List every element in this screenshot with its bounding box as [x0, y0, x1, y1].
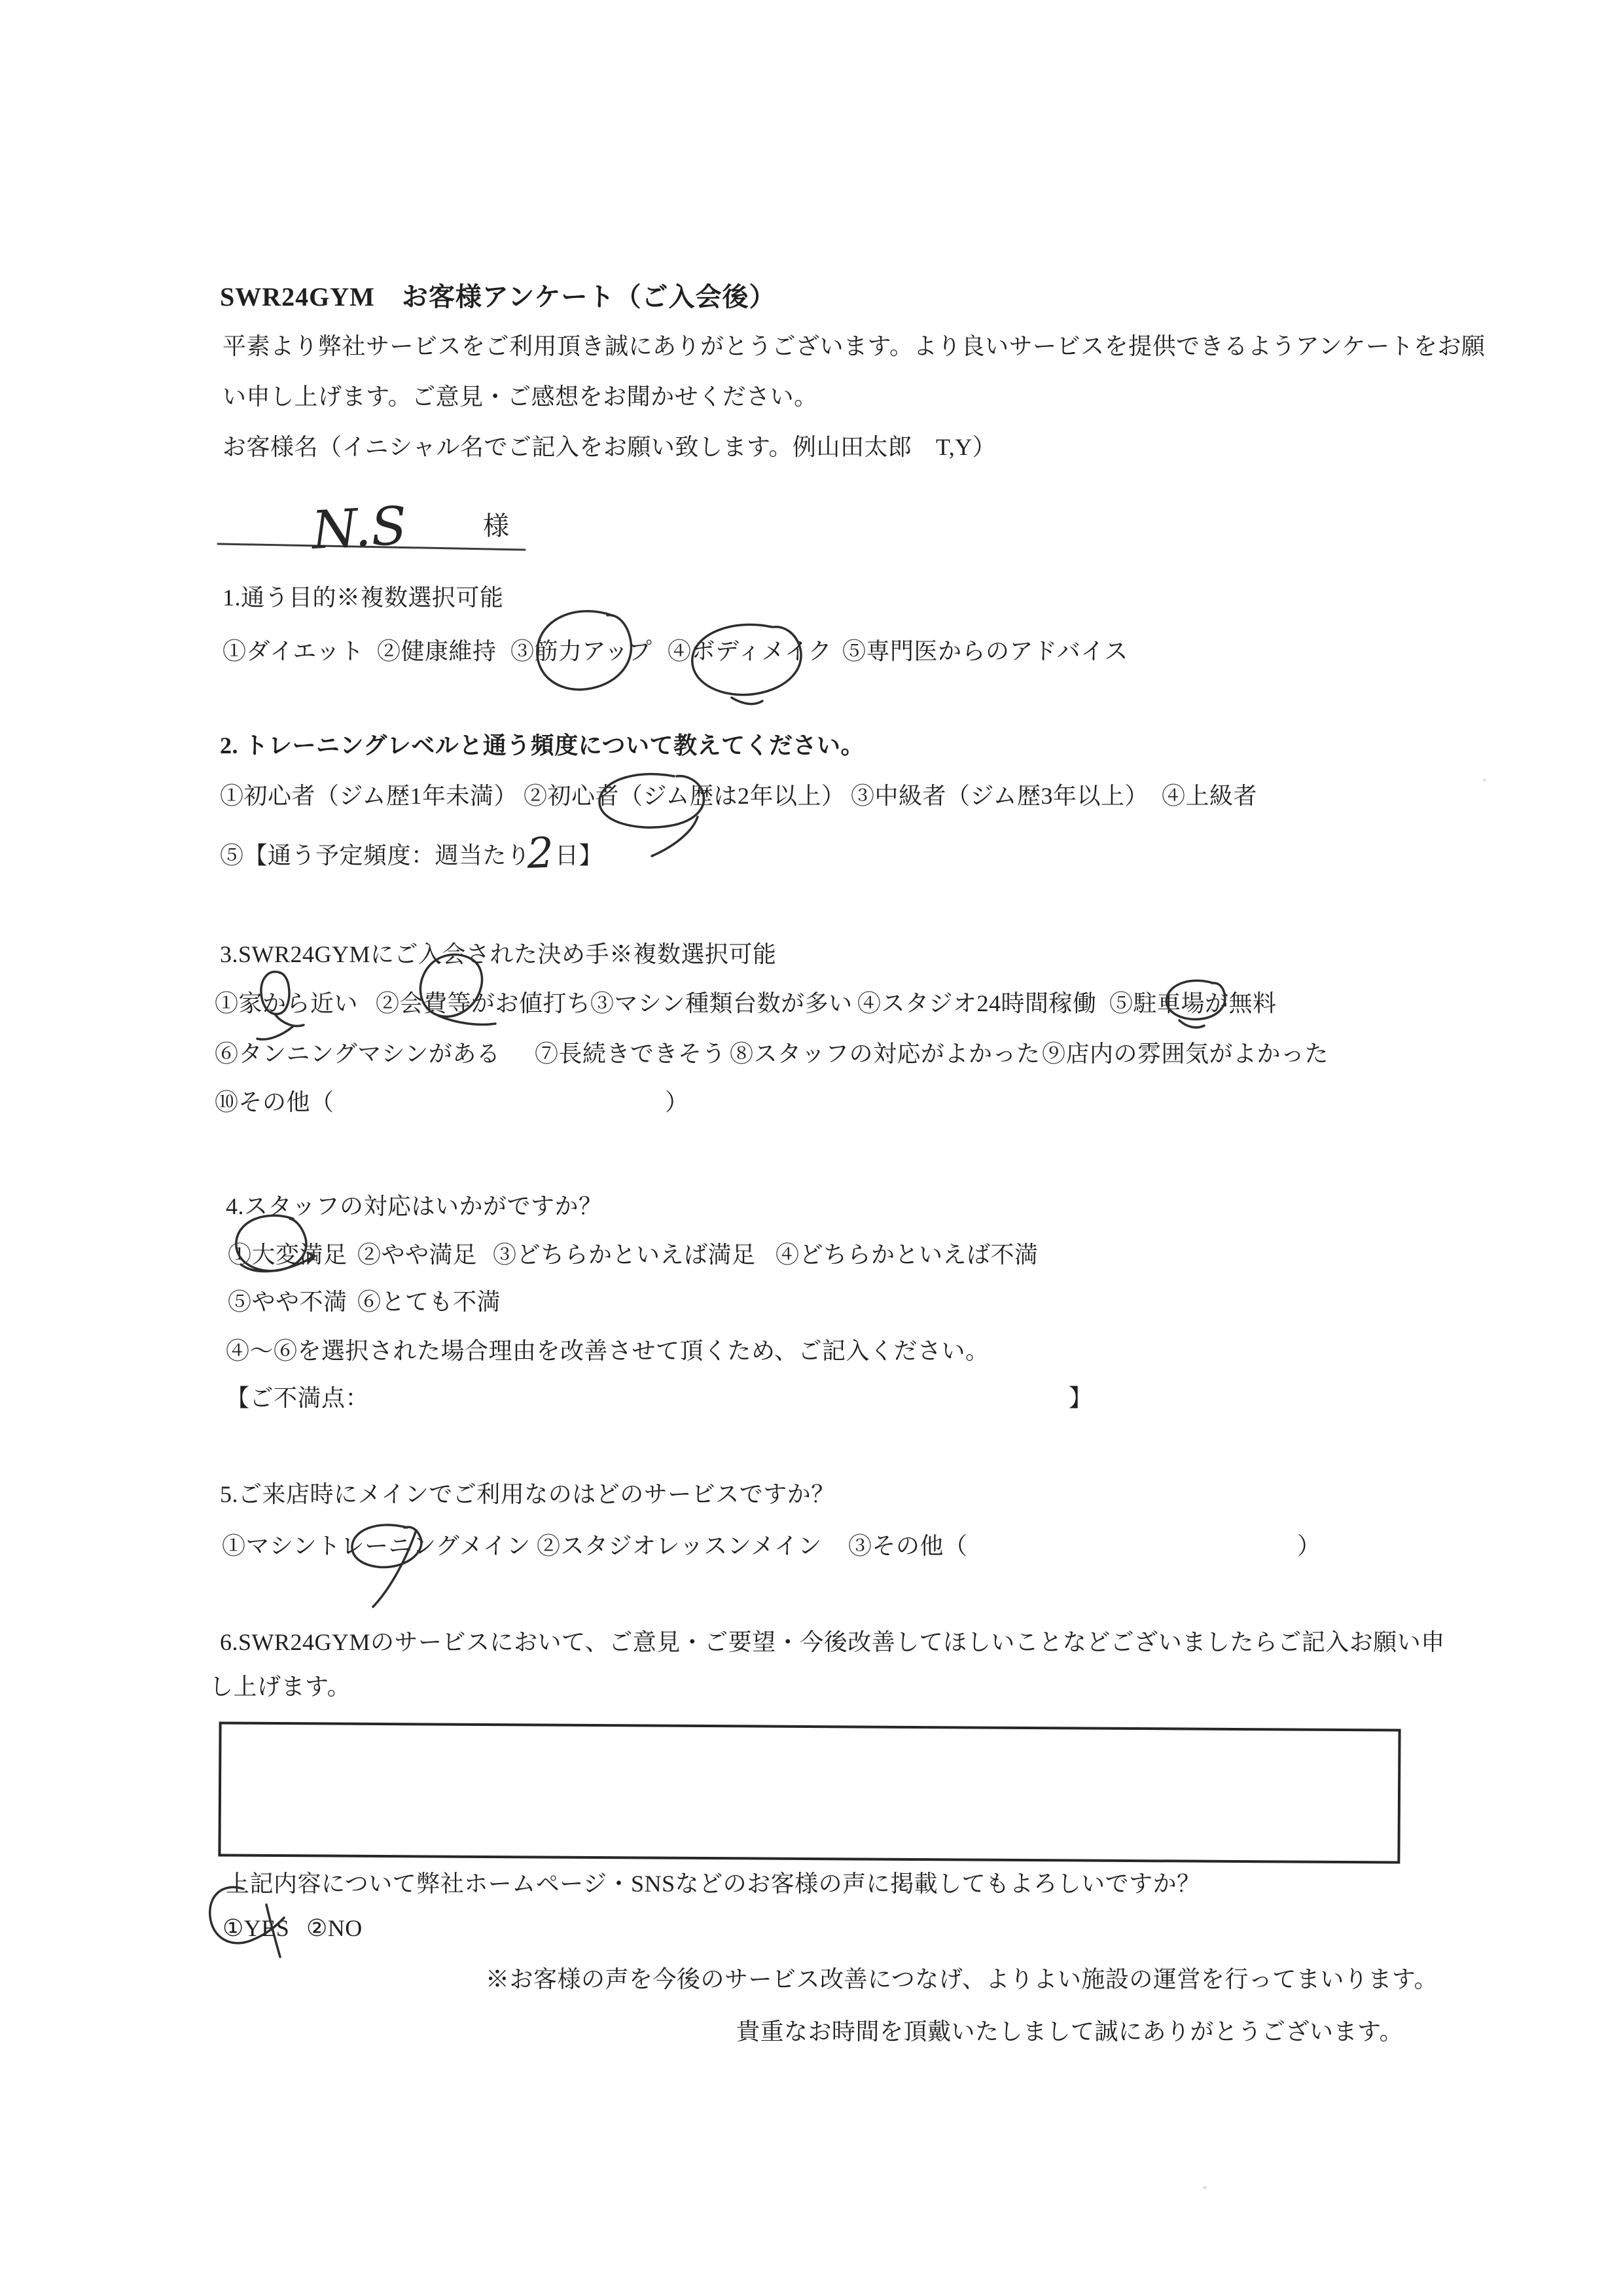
q2-option-2: ②初心者（ジム歴は2年以上） — [524, 783, 846, 809]
name-underline — [218, 544, 525, 550]
q3-option-4: ④スタジオ24時間稼働 — [857, 990, 1097, 1016]
footer-note-1: ※お客様の声を今後のサービス改善につなげ、よりよい施設の運営を行ってまいります。 — [486, 1966, 1438, 1992]
intro-text-line1: 平素より弊社サービスをご利用頂き誠にありがとうございます。より良いサービスを提供できるようアンケートをお願 — [223, 333, 1486, 359]
q4-option-1: ①大変満足 — [228, 1242, 348, 1268]
q4-option-6: ⑥とても不満 — [357, 1289, 501, 1315]
circle-mark-q2-option2-tail — [652, 817, 698, 856]
q3-option-9: ⑨店内の雰囲気がよかった — [1042, 1041, 1329, 1067]
q3-option-5: ⑤駐車場が無料 — [1109, 990, 1277, 1016]
handwritten-customer-name: N.S — [310, 495, 408, 561]
q4-note: ④～⑥を選択された場合理由を改善させて頂くため、ご記入ください。 — [226, 1338, 990, 1364]
q3-option-other-label: ⑩その他（ — [215, 1089, 334, 1115]
page-title: SWR24GYM お客様アンケート（ご入会後） — [220, 282, 776, 312]
q6-header-line2: し上げます。 — [209, 1674, 351, 1700]
q4-complaint-close-bracket: 】 — [1069, 1385, 1093, 1411]
q5-option-2: ②スタジオレッスンメイン — [537, 1533, 822, 1559]
free-comment-box — [218, 1721, 1400, 1863]
q4-option-5: ⑤やや不満 — [228, 1289, 348, 1315]
q4-option-2: ②やや満足 — [357, 1242, 477, 1268]
q1-option-5: ⑤専門医からのアドバイス — [842, 638, 1128, 664]
circle-mark-q3-option5-tail — [1179, 1020, 1204, 1028]
q1-header: 1.通う目的※複数選択可能 — [223, 584, 504, 611]
q2-header: 2. トレーニングレベルと通う頻度について教えてください。 — [220, 732, 865, 759]
q2-option-3: ③中級者（ジム歴3年以上） — [851, 783, 1149, 809]
q2-frequency-label: ⑤【通う予定頻度：週当たり — [220, 842, 531, 869]
q3-option-6: ⑥タンニングマシンがある — [215, 1041, 501, 1067]
q3-option-3: ③マシン種類台数が多い — [590, 990, 853, 1016]
q4-option-4: ④どちらかといえば不満 — [776, 1242, 1039, 1268]
publish-option-no: ②NO — [306, 1915, 363, 1941]
q1-option-1: ①ダイエット — [223, 638, 365, 664]
customer-name-label: お客様名（イニシャル名でご記入をお願い致します。例山田太郎 T,Y） — [223, 434, 997, 460]
q5-option-other-label: ③その他（ — [848, 1533, 968, 1559]
q2-option-4: ④上級者 — [1162, 783, 1258, 809]
q3-option-1: ①家から近い — [215, 990, 359, 1016]
footer-note-2: 貴重なお時間を頂戴いたしまして誠にありがとうございます。 — [736, 2018, 1404, 2045]
q2-option-1: ①初心者（ジム歴1年未満） — [220, 783, 518, 809]
q2-frequency-suffix: 日】 — [555, 842, 603, 869]
scan-speckle — [1483, 779, 1486, 781]
q1-option-2: ②健康維持 — [377, 638, 497, 664]
q5-option-other-close: ） — [1297, 1533, 1321, 1559]
intro-text-line2: い申し上げます。ご意見・ご感想をお聞かせください。 — [223, 384, 818, 410]
q1-option-3: ③筋力アップ — [510, 638, 652, 664]
q4-complaint-open-bracket: 【ご不満点： — [226, 1385, 370, 1411]
publish-option-yes: ①YES — [223, 1915, 290, 1941]
publish-question: 上記内容について弊社ホームページ・SNSなどのお客様の声に掲載してもよろしいですか？ — [226, 1871, 1201, 1897]
q6-header-line1: 6.SWR24GYMのサービスにおいて、ご意見・ご要望・今後改善してほしいことなどございましたらご記入お願い申 — [220, 1629, 1445, 1655]
scan-speckle — [1203, 2186, 1207, 2189]
q4-header: 4.スタッフの対応はいかがですか？ — [226, 1193, 603, 1219]
q5-option-1: ①マシントレーニングメイン — [222, 1533, 531, 1559]
q4-option-3: ③どちらかといえば満足 — [493, 1242, 756, 1268]
q3-option-2: ②会費等がお値打ち — [376, 990, 591, 1016]
q3-option-7: ⑦長続きできそう — [535, 1041, 726, 1067]
q5-header: 5.ご来店時にメインでご利用なのはどのサービスですか？ — [220, 1481, 835, 1507]
q3-header: 3.SWR24GYMにご入会された決め手※複数選択可能 — [220, 941, 777, 967]
q1-option-4: ④ボディメイク — [668, 638, 832, 664]
q3-option-8: ⑧スタッフの対応がよかった — [730, 1041, 1041, 1067]
handwritten-frequency-value: 2 — [526, 829, 555, 878]
q3-option-other-close: ） — [665, 1089, 689, 1115]
name-honorific-suffix: 様 — [483, 511, 510, 541]
